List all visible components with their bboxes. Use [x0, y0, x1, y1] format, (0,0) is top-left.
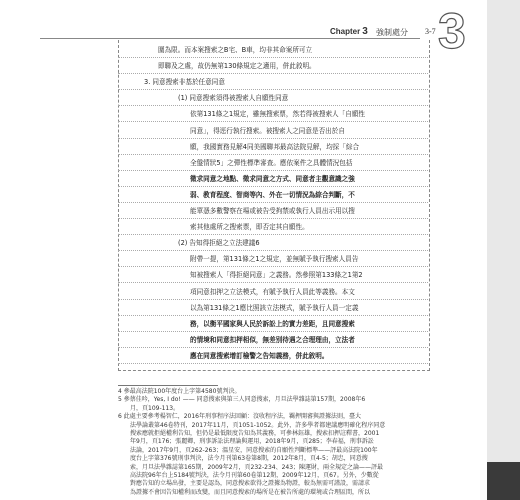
footnote-line: 年9月，頁176；張麗卿，刑事訴訟法理論與運用，2018年9月，頁285；李春福，刑事訴訟	[130, 438, 374, 446]
footnote-separator	[118, 385, 218, 386]
ruled-line	[118, 234, 428, 235]
chapter-label	[330, 26, 370, 37]
ruled-line	[118, 138, 428, 139]
footnote-line: 月，頁109-113。	[130, 404, 180, 412]
footnote-line: 搜索應就拒絕權利告知，但仍是最低限度告知為其義務，可參林鈺雄，搜索扣押註釋書，2001	[130, 430, 380, 437]
footnote-line: 度台上字第376號刑事判決，法令月刊第63卷第8期，2012年8月，頁4-5；胡忠，同意搜	[130, 455, 368, 463]
body-line: 能單憑多數警察在場或被告受拘禁或執行人員出示用以搜	[190, 207, 355, 215]
ruled-line	[118, 315, 428, 316]
ruled-line	[118, 218, 428, 219]
footnote-line: 4 參最高法院100年度台上字第4580號判決。	[118, 388, 241, 395]
body-line: 應在同意搜索增訂檢警之告知義務，併此敘明。	[190, 351, 329, 360]
ruled-line	[118, 266, 428, 267]
chapter-side-tab	[487, 0, 520, 500]
body-line: 即聯及之處，故仍無第130條規定之適用，併此敘明。	[158, 62, 316, 71]
body-line: 3. 同意搜索非基於任意同意	[144, 78, 225, 87]
body-line: 索其他處所之搜索票，即否定其自願性。	[190, 223, 309, 232]
footnote-line: 法學論叢第46卷特刊，2017年11月，頁1051-1052。此外，許多學者都建議應明確化程序同意	[130, 421, 386, 429]
body-line: 知被搜索人「得拒絕同意」之義務。然參照第133條之1第2	[190, 271, 363, 280]
chapter-word: Chapter	[330, 27, 361, 36]
chapter-number: 3	[362, 26, 368, 37]
ruled-line	[118, 331, 428, 332]
ruled-line	[118, 89, 428, 90]
ruled-line	[118, 299, 428, 300]
footnote-line: 5 參蔡佳吟，Yes, I do! —— 同意搜索與第三人同意搜索，月旦法學雜誌第157期，2008年6	[118, 396, 366, 404]
ruled-line	[118, 105, 428, 106]
ruled-line	[118, 73, 428, 74]
body-line: 附帶一提，第131條之1之規定，並無賦予執行搜索人員告	[190, 255, 359, 264]
ruled-line	[118, 121, 428, 122]
footnote-line: 索，月旦法學雜誌第165期，2009年2月，頁232-234、243；陳運財，兩全規定之論——評最	[130, 463, 384, 471]
page-number: 3-7	[425, 27, 436, 36]
ruled-line	[118, 170, 428, 171]
ruled-line	[118, 202, 428, 203]
body-line: 圍為限。而本案搜索之B宅、B車，均非其命案所可立	[158, 46, 313, 54]
ruled-line	[118, 186, 428, 187]
ruled-line	[118, 154, 428, 155]
footnote-line: 6 此處主要參考楊智仁，2016年刑事程序法回顧：沒收程序法，羈押開審與證據法則，臺大	[118, 413, 361, 421]
body-line: 項同意扣押之立法模式，有賦予執行人員此等義務。本文	[190, 287, 355, 296]
body-line: (1) 同意搜索須得被搜索人自願性同意	[178, 94, 289, 103]
chapter-tab-number: 3	[438, 4, 466, 52]
footnote-line: 高法院96年台上5184號判決，法令月刊第60卷第12期，2009年12月，頁67。另外，少數從	[130, 472, 379, 479]
ruled-line	[118, 57, 428, 58]
ruled-line	[118, 347, 428, 348]
body-line: 以為第131條之1應比照該立法模式，賦予執行人員一定義	[190, 303, 359, 312]
body-line: 弱、教育程度、智商等內、外在一切情況為綜合判斷，不	[190, 190, 355, 199]
body-line: 同意」，得逕行執行搜索。被搜索人之同意是否出於自	[190, 126, 345, 135]
footnote-line: 為證據不會因告知權利而改變，而且同意搜索的場所是在被告所處的環境或合理區間，所以	[130, 488, 371, 496]
body-line: 務，以衡平國家與人民於訴訟上的實力差距，且同意搜索	[190, 319, 355, 328]
body-line: 願，我國實務見解4同美國聯邦最高法院見解，均採「綜合	[190, 142, 360, 151]
ruled-line	[118, 250, 428, 251]
body-line: 全盤情狀5」之彈性標準審查。應依案件之具體情況包括	[190, 158, 353, 167]
chapter-number-graphic	[436, 4, 476, 52]
body-line: 的情境和同意扣押相似，無差別待遇之合理理由，立法者	[190, 335, 355, 344]
footnote-line: 法論，2017年9月，頁262-263；溫星安，同意搜索的自願性判斷標準——評最高法院100年	[130, 446, 378, 454]
ruled-line	[118, 363, 428, 364]
body-line: (2) 告知得拒絕之立法建議6	[178, 239, 260, 248]
body-line: 徵求同意之地點、徵求同意之方式、同意者主觀意識之強	[190, 174, 355, 183]
ruled-line	[118, 282, 428, 283]
footnote-line: 對應告知的立場出發，主要是認為，同意搜索欲得之證據為物證，較為無需可謹設，需請求	[130, 480, 371, 488]
header-rule	[40, 38, 420, 39]
chapter-title: 強制處分	[376, 28, 408, 37]
body-line: 依第131條之1規定，雖無搜索票，然若得被搜索人「自願性	[190, 110, 366, 119]
side-tab-band	[487, 462, 520, 500]
